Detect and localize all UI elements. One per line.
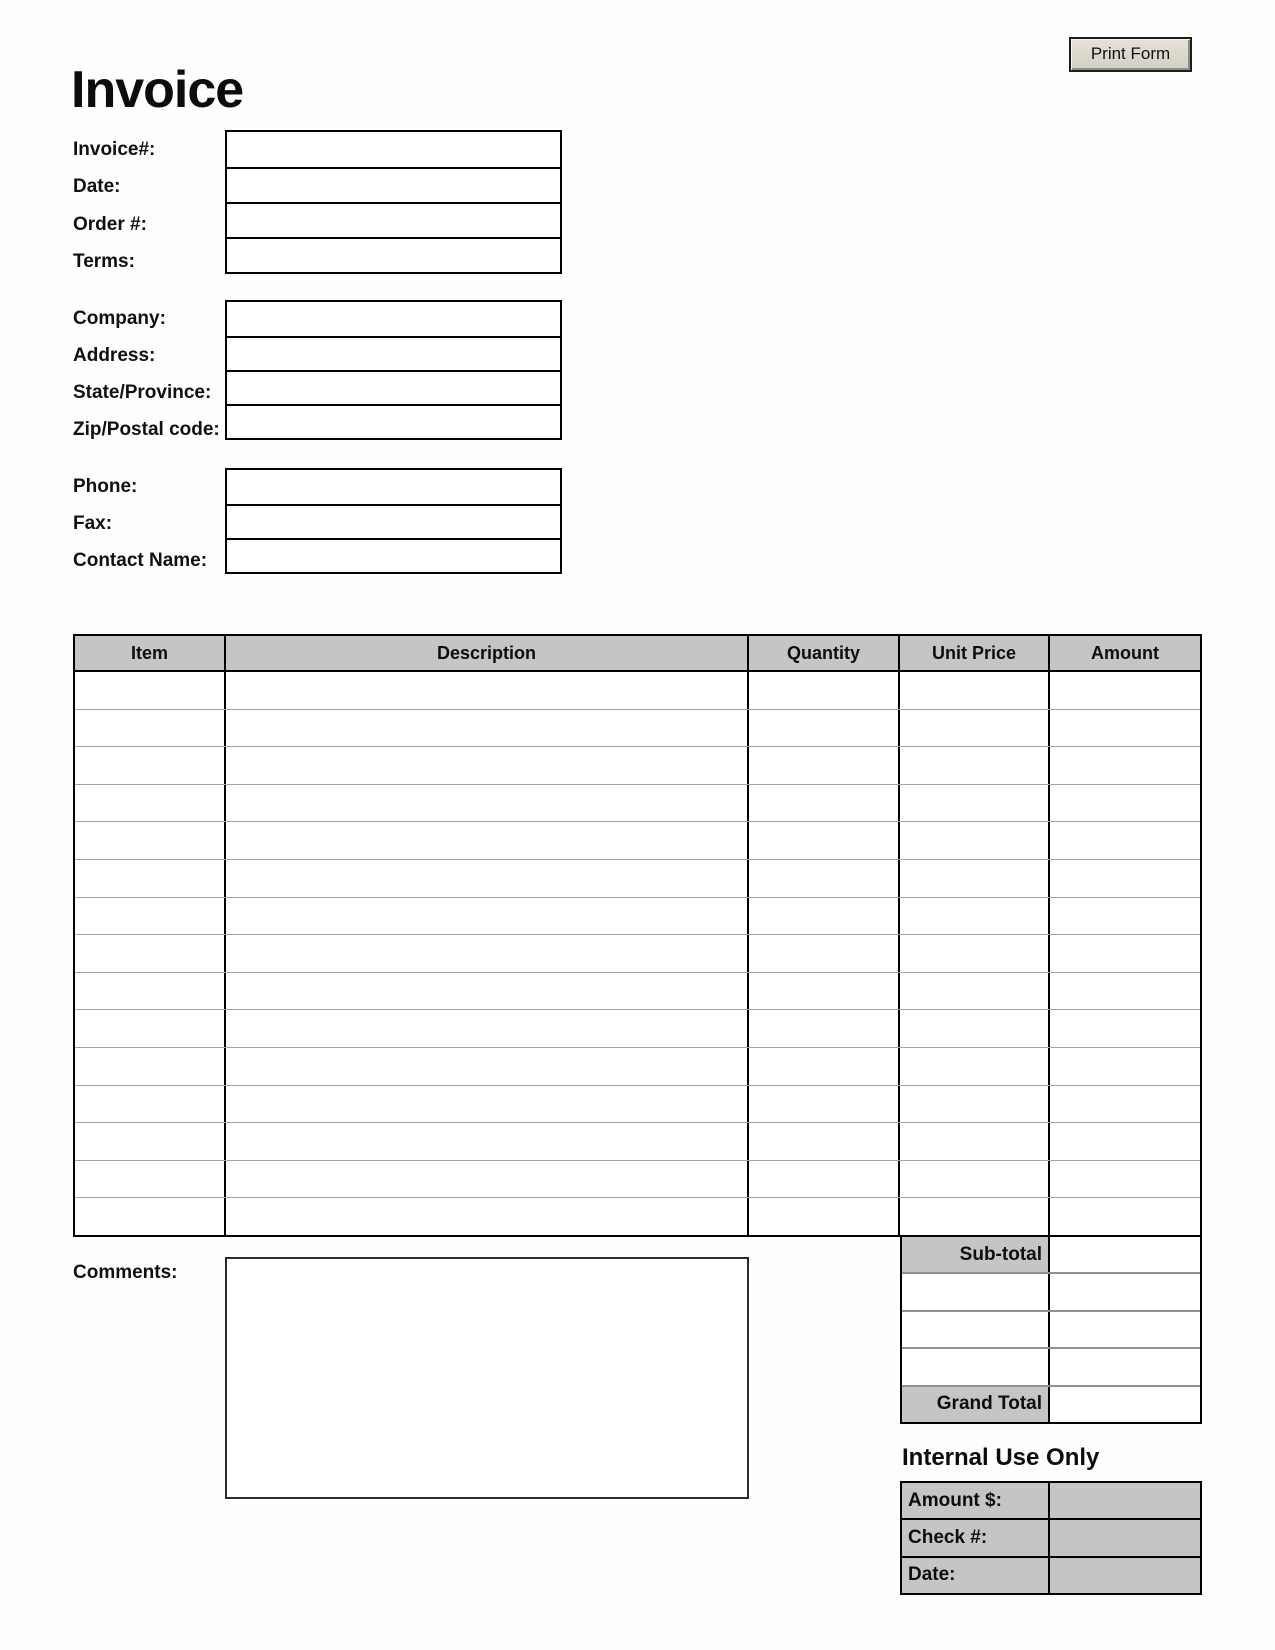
unit-price-cell[interactable] bbox=[900, 973, 1050, 1010]
unit-price-cell[interactable] bbox=[900, 1161, 1050, 1198]
item-cell[interactable] bbox=[75, 1198, 226, 1235]
item-cell[interactable] bbox=[75, 1123, 226, 1160]
contact-name-input[interactable] bbox=[227, 538, 560, 572]
table-row bbox=[75, 1085, 1200, 1123]
header-cell-description: Description bbox=[226, 636, 749, 670]
items-table-body bbox=[73, 672, 1202, 1237]
quantity-cell[interactable] bbox=[749, 973, 900, 1010]
address-label: Address: bbox=[73, 345, 156, 366]
invoice-info-field-group bbox=[225, 130, 562, 274]
phone-input[interactable] bbox=[227, 470, 560, 504]
quantity-cell[interactable] bbox=[749, 1198, 900, 1235]
grand-total-value-cell[interactable] bbox=[1050, 1387, 1200, 1422]
totals-blank-value-cell[interactable] bbox=[1050, 1349, 1200, 1384]
quantity-cell[interactable] bbox=[749, 822, 900, 859]
amount-cell[interactable] bbox=[1050, 1048, 1200, 1085]
totals-blank-label-cell[interactable] bbox=[902, 1312, 1050, 1347]
description-cell[interactable] bbox=[226, 1086, 749, 1123]
unit-price-cell[interactable] bbox=[900, 1048, 1050, 1085]
item-cell[interactable] bbox=[75, 973, 226, 1010]
quantity-cell[interactable] bbox=[749, 710, 900, 747]
header-cell-unit-price: Unit Price bbox=[900, 636, 1050, 670]
state-province-input[interactable] bbox=[227, 370, 560, 404]
amount-cell[interactable] bbox=[1050, 973, 1200, 1010]
item-cell[interactable] bbox=[75, 785, 226, 822]
unit-price-cell[interactable] bbox=[900, 672, 1050, 709]
subtotal-value-cell[interactable] bbox=[1050, 1237, 1200, 1272]
unit-price-cell[interactable] bbox=[900, 935, 1050, 972]
item-cell[interactable] bbox=[75, 860, 226, 897]
amount-cell[interactable] bbox=[1050, 898, 1200, 935]
table-row bbox=[75, 1009, 1200, 1047]
internal-amount-row bbox=[902, 1483, 1200, 1518]
company-label: Company: bbox=[73, 308, 166, 329]
table-row bbox=[75, 972, 1200, 1010]
totals-table bbox=[900, 1237, 1202, 1424]
table-row bbox=[75, 1047, 1200, 1085]
amount-cell[interactable] bbox=[1050, 935, 1200, 972]
unit-price-cell[interactable] bbox=[900, 860, 1050, 897]
table-row bbox=[75, 1197, 1200, 1235]
quantity-cell[interactable] bbox=[749, 1048, 900, 1085]
page-title: Invoice bbox=[71, 61, 244, 119]
date-input[interactable] bbox=[227, 167, 560, 202]
table-row bbox=[75, 709, 1200, 747]
table-row bbox=[75, 746, 1200, 784]
unit-price-cell[interactable] bbox=[900, 898, 1050, 935]
subtotal-label-cell: Sub-total bbox=[902, 1237, 1050, 1272]
order-number-label: Order #: bbox=[73, 214, 147, 235]
fax-label: Fax: bbox=[73, 513, 113, 534]
amount-cell[interactable] bbox=[1050, 747, 1200, 784]
quantity-cell[interactable] bbox=[749, 747, 900, 784]
totals-blank-row bbox=[902, 1310, 1200, 1347]
header-cell-quantity: Quantity bbox=[749, 636, 900, 670]
comments-label: Comments: bbox=[73, 1262, 178, 1283]
description-cell[interactable] bbox=[226, 1123, 749, 1160]
amount-cell[interactable] bbox=[1050, 822, 1200, 859]
company-input[interactable] bbox=[227, 302, 560, 336]
grand-total-row bbox=[902, 1385, 1200, 1422]
item-cell[interactable] bbox=[75, 935, 226, 972]
item-cell[interactable] bbox=[75, 1161, 226, 1198]
description-cell[interactable] bbox=[226, 860, 749, 897]
amount-cell[interactable] bbox=[1050, 785, 1200, 822]
description-cell[interactable] bbox=[226, 822, 749, 859]
zip-postal-label: Zip/Postal code: bbox=[73, 419, 220, 440]
item-cell[interactable] bbox=[75, 1010, 226, 1047]
internal-check-label: Check #: bbox=[902, 1520, 1050, 1555]
item-cell[interactable] bbox=[75, 1048, 226, 1085]
phone-label: Phone: bbox=[73, 476, 138, 497]
item-cell[interactable] bbox=[75, 1086, 226, 1123]
description-cell[interactable] bbox=[226, 1161, 749, 1198]
description-cell[interactable] bbox=[226, 1048, 749, 1085]
table-row bbox=[75, 672, 1200, 709]
zip-postal-input[interactable] bbox=[227, 404, 560, 438]
quantity-cell[interactable] bbox=[749, 1123, 900, 1160]
internal-amount-value-cell[interactable] bbox=[1050, 1483, 1200, 1518]
unit-price-cell[interactable] bbox=[900, 710, 1050, 747]
description-cell[interactable] bbox=[226, 710, 749, 747]
table-row bbox=[75, 1122, 1200, 1160]
contact-name-label: Contact Name: bbox=[73, 550, 208, 571]
amount-cell[interactable] bbox=[1050, 1010, 1200, 1047]
table-row bbox=[75, 897, 1200, 935]
internal-date-value-cell[interactable] bbox=[1050, 1558, 1200, 1593]
totals-blank-value-cell[interactable] bbox=[1050, 1312, 1200, 1347]
state-province-label: State/Province: bbox=[73, 382, 212, 403]
description-cell[interactable] bbox=[226, 935, 749, 972]
totals-blank-label-cell[interactable] bbox=[902, 1274, 1050, 1309]
contact-info-field-group bbox=[225, 468, 562, 574]
amount-cell[interactable] bbox=[1050, 860, 1200, 897]
internal-use-title: Internal Use Only bbox=[902, 1444, 1100, 1471]
quantity-cell[interactable] bbox=[749, 785, 900, 822]
address-input[interactable] bbox=[227, 336, 560, 370]
invoice-number-input[interactable] bbox=[227, 132, 560, 167]
order-number-input[interactable] bbox=[227, 202, 560, 237]
amount-cell[interactable] bbox=[1050, 672, 1200, 709]
fax-input[interactable] bbox=[227, 504, 560, 538]
quantity-cell[interactable] bbox=[749, 1086, 900, 1123]
description-cell[interactable] bbox=[226, 785, 749, 822]
internal-amount-label: Amount $: bbox=[902, 1483, 1050, 1518]
header-cell-amount: Amount bbox=[1091, 642, 1159, 663]
date-label: Date: bbox=[73, 176, 121, 197]
quantity-cell[interactable] bbox=[749, 898, 900, 935]
grand-total-label-cell: Grand Total bbox=[902, 1387, 1050, 1422]
unit-price-cell[interactable] bbox=[900, 747, 1050, 784]
internal-date-label: Date: bbox=[902, 1558, 1050, 1593]
amount-cell[interactable] bbox=[1050, 710, 1200, 747]
item-cell[interactable] bbox=[75, 710, 226, 747]
table-row bbox=[75, 859, 1200, 897]
description-cell[interactable] bbox=[226, 747, 749, 784]
quantity-cell[interactable] bbox=[749, 1161, 900, 1198]
amount-cell[interactable] bbox=[1050, 1198, 1200, 1235]
unit-price-cell[interactable] bbox=[900, 822, 1050, 859]
unit-price-cell[interactable] bbox=[900, 1010, 1050, 1047]
quantity-cell[interactable] bbox=[749, 860, 900, 897]
description-cell[interactable] bbox=[226, 1198, 749, 1235]
item-cell[interactable] bbox=[75, 898, 226, 935]
quantity-cell[interactable] bbox=[749, 935, 900, 972]
totals-blank-label-cell[interactable] bbox=[902, 1349, 1050, 1384]
totals-blank-row bbox=[902, 1272, 1200, 1309]
item-cell[interactable] bbox=[75, 822, 226, 859]
description-cell[interactable] bbox=[226, 672, 749, 709]
internal-check-value-cell[interactable] bbox=[1050, 1520, 1200, 1555]
amount-cell[interactable] bbox=[1050, 1086, 1200, 1123]
quantity-cell[interactable] bbox=[749, 1010, 900, 1047]
amount-cell[interactable] bbox=[1050, 1123, 1200, 1160]
terms-input[interactable] bbox=[227, 237, 560, 272]
unit-price-cell[interactable] bbox=[900, 1086, 1050, 1123]
comments-input[interactable] bbox=[225, 1257, 749, 1499]
description-cell[interactable] bbox=[226, 898, 749, 935]
amount-cell[interactable] bbox=[1050, 1161, 1200, 1198]
internal-check-row bbox=[902, 1518, 1200, 1555]
unit-price-cell[interactable] bbox=[900, 1198, 1050, 1235]
invoice-number-label: Invoice#: bbox=[73, 139, 156, 160]
subtotal-row bbox=[902, 1237, 1200, 1272]
internal-date-row bbox=[902, 1556, 1200, 1593]
company-info-field-group bbox=[225, 300, 562, 440]
unit-price-cell[interactable] bbox=[900, 1123, 1050, 1160]
table-row bbox=[75, 784, 1200, 822]
header-cell-item: Item bbox=[75, 636, 226, 670]
totals-blank-value-cell[interactable] bbox=[1050, 1274, 1200, 1309]
terms-label: Terms: bbox=[73, 251, 135, 272]
quantity-cell[interactable] bbox=[749, 672, 900, 709]
item-cell[interactable] bbox=[75, 672, 226, 709]
items-table-header bbox=[73, 634, 1202, 672]
table-row bbox=[75, 1160, 1200, 1198]
item-cell[interactable] bbox=[75, 747, 226, 784]
description-cell[interactable] bbox=[226, 973, 749, 1010]
print-form-button[interactable]: Print Form bbox=[1069, 37, 1192, 72]
totals-blank-row bbox=[902, 1347, 1200, 1384]
description-cell[interactable] bbox=[226, 1010, 749, 1047]
internal-use-table bbox=[900, 1481, 1202, 1595]
unit-price-cell[interactable] bbox=[900, 785, 1050, 822]
table-row bbox=[75, 821, 1200, 859]
table-row bbox=[75, 934, 1200, 972]
